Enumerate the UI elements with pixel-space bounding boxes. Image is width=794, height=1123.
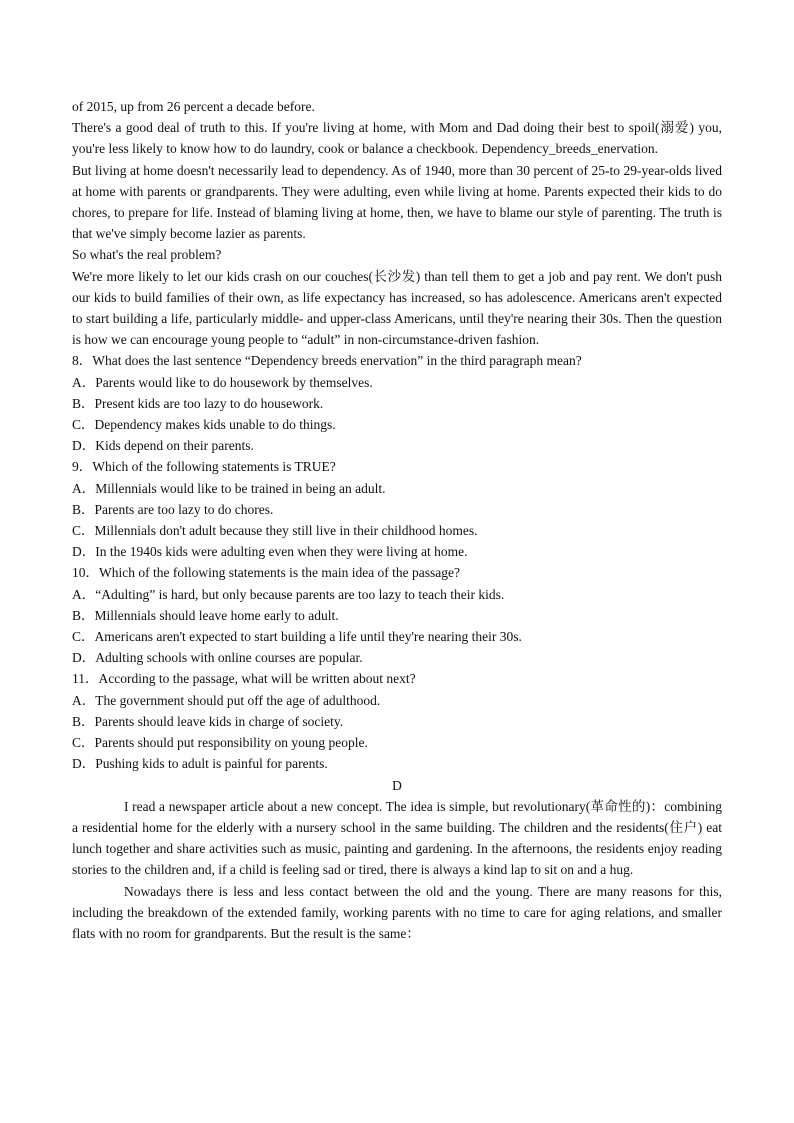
option-a: A．Parents would like to do housework by themselves. — [72, 374, 373, 390]
option-b: B．Present kids are too lazy to do housework. — [72, 395, 324, 411]
question-stem: 8．What does the last sentence “Dependency breeds enervation” in the third paragraph mean? — [72, 353, 582, 369]
option-a: A．“Adulting” is hard, but only because parents are too lazy to teach their kids. — [72, 586, 505, 602]
option-d: D．Adulting schools with online courses are popular. — [72, 650, 363, 666]
question-stem: 10．Which of the following statements is the main idea of the passage? — [72, 565, 461, 581]
passage-d-paragraph-1: I read a newspaper article about a new concept. The idea is simple, but revolutionary(革命性的)：combining a residential home for the elderly with a nursery school in the same building. The children and the residents(住户) eat lunch together and share activities such as music, painting and gardening. In the afternoons, the residents enjoy reading stories to the children and, if a child is feeling sad or tired, there is always a kind lap to sit on and a hug. — [72, 798, 722, 878]
passage-c-paragraph-truth: There's a good deal of truth to this. If you're living at home, with Mom and Dad doing their best to spoil(溺爱) you, you're less likely to know how to do laundry, cook or balance a checkbook. Dependency_breeds_enervation. — [72, 120, 722, 157]
passage-c-paragraph-real-problem: So what's the real problem? — [72, 247, 222, 263]
question-9 — [72, 456, 722, 562]
passage-c-paragraph-living-at-home: But living at home doesn't necessarily lead to dependency. As of 1940, more than 30 percent of 25-to 29-year-olds lived at home with parents or grandparents. They were adulting, even while living at home. Parents expected their kids to do chores, to prepare for life. Instead of blaming living at home, then, we have to blame our style of parenting. The truth is that we've simply become lazier as parents. — [72, 162, 722, 242]
option-b: B．Parents should leave kids in charge of society. — [72, 713, 344, 729]
option-a: A．The government should put off the age of adulthood. — [72, 692, 381, 708]
option-c: C．Millennials don't adult because they still live in their childhood homes. — [72, 523, 478, 539]
question-stem: 9．Which of the following statements is TRUE? — [72, 459, 336, 475]
passage-c-opening-line: of 2015, up from 26 percent a decade before. — [72, 99, 315, 114]
option-c: C．Americans aren't expected to start building a life until they're nearing their 30s. — [72, 629, 522, 645]
document-page — [72, 96, 722, 944]
question-stem: 11．According to the passage, what will be written about next? — [72, 671, 416, 687]
option-a: A．Millennials would like to be trained in being an adult. — [72, 480, 386, 496]
option-c: C．Parents should put responsibility on young people. — [72, 735, 368, 751]
question-8 — [72, 350, 722, 456]
option-b: B．Millennials should leave home early to adult. — [72, 607, 339, 623]
option-d: D．Pushing kids to adult is painful for parents. — [72, 756, 328, 772]
question-10 — [72, 562, 722, 668]
option-d: D．Kids depend on their parents. — [72, 438, 254, 454]
option-c: C．Dependency makes kids unable to do things. — [72, 417, 336, 433]
passage-d-paragraph-2: Nowadays there is less and less contact between the old and the young. There are many reasons for this, including the breakdown of the extended family, working parents with no time to care for aging relations, and smaller flats with no room for grandparents. But the result is the same： — [72, 883, 722, 941]
question-11 — [72, 668, 722, 774]
option-d: D．In the 1940s kids were adulting even when they were living at home. — [72, 544, 468, 560]
passage-c-paragraph-more-likely: We're more likely to let our kids crash on our couches(长沙发) than tell them to get a job and pay rent. We don't push our kids to build families of their own, as life expectancy has increased, so has adolescence. Americans aren't expected to start building a life, particularly middle- and upper-class Americans, until they're nearing their 30s. Then the question is how we can encourage young people to “adult” in non-circumstance-driven fashion. — [72, 268, 722, 348]
passage-d-heading: D — [392, 777, 402, 793]
option-b: B．Parents are too lazy to do chores. — [72, 501, 274, 517]
